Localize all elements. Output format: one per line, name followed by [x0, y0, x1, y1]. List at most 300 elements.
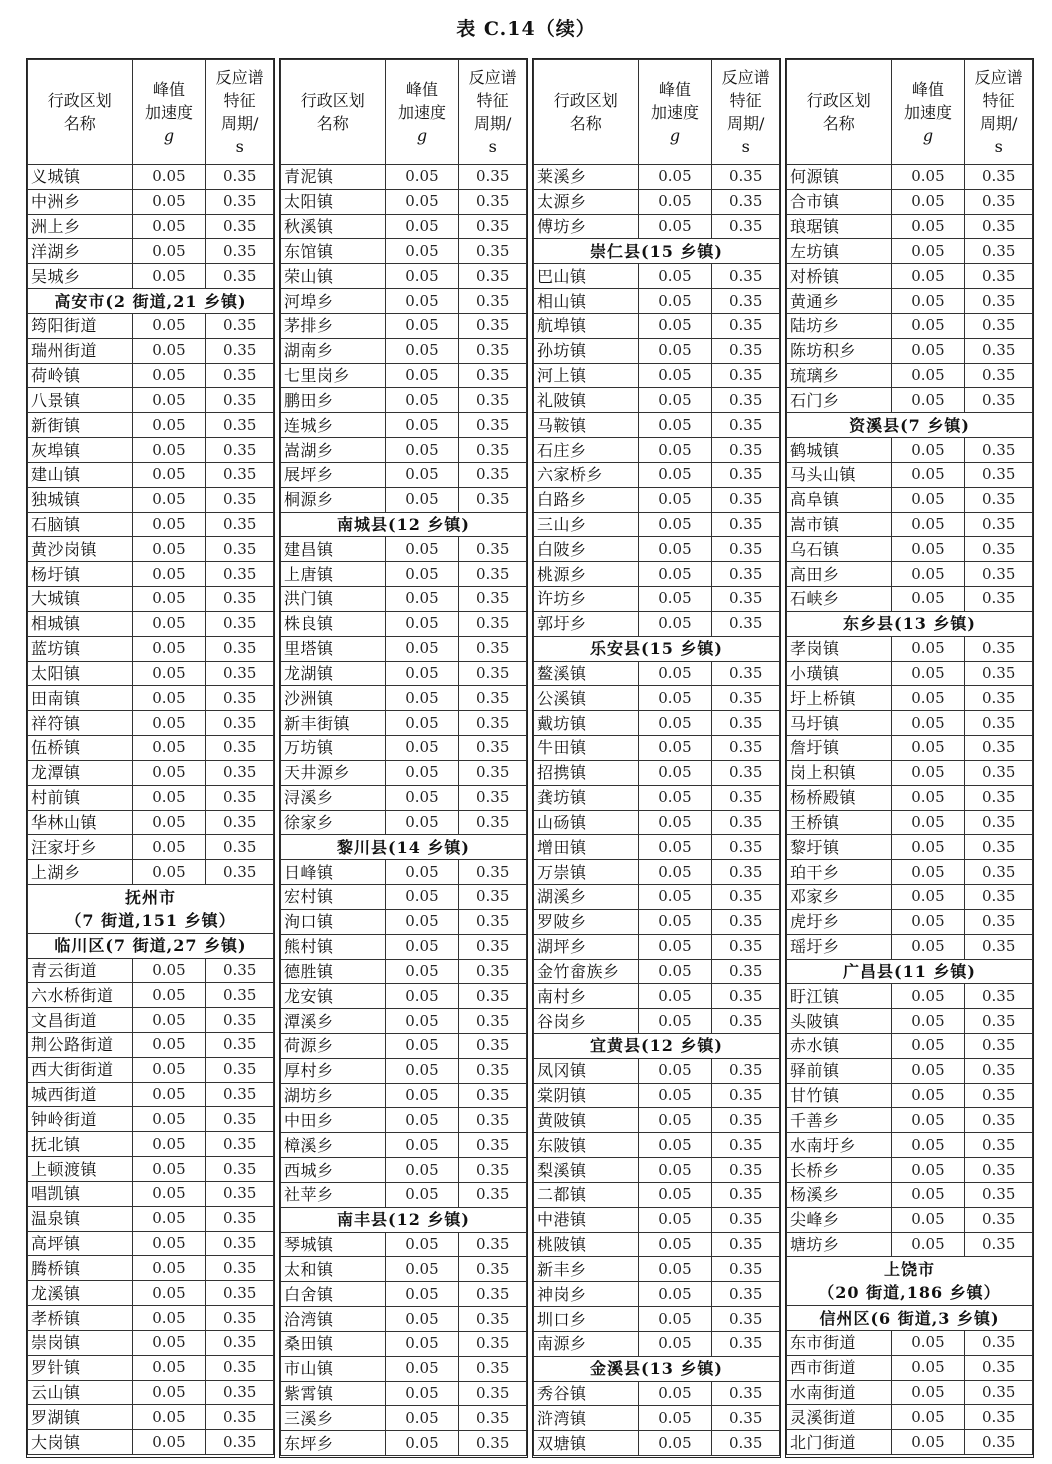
table-row [534, 313, 780, 338]
peak-acceleration-value: 0.05 [385, 1282, 459, 1307]
period-value: 0.35 [459, 1033, 527, 1058]
district-name: 小璜镇 [787, 661, 892, 686]
district-name: 增田镇 [534, 835, 639, 860]
table-row [787, 1405, 1033, 1430]
table-row [787, 1355, 1033, 1380]
group-heading [787, 1257, 1033, 1306]
peak-acceleration-value: 0.05 [385, 363, 459, 388]
table-row [534, 438, 780, 463]
district-name: 鹤城镇 [787, 438, 892, 463]
table-row [534, 1406, 780, 1431]
period-value: 0.35 [965, 1405, 1033, 1430]
peak-acceleration-value: 0.05 [385, 189, 459, 214]
district-name: 黎圩镇 [787, 835, 892, 860]
peak-acceleration-value: 0.05 [385, 885, 459, 910]
period-value: 0.35 [206, 785, 274, 810]
peak-acceleration-value: 0.05 [891, 1430, 965, 1455]
period-value: 0.35 [712, 264, 780, 289]
group-heading [787, 959, 1033, 984]
peak-acceleration-value: 0.05 [891, 165, 965, 190]
district-name: 荷岭镇 [28, 363, 133, 388]
table-row [534, 1207, 780, 1232]
peak-acceleration-value: 0.05 [385, 736, 459, 761]
table-column-2 [279, 58, 528, 1458]
district-name: 黄沙岗镇 [28, 537, 133, 562]
table-row [281, 1133, 527, 1158]
peak-acceleration-value: 0.05 [891, 686, 965, 711]
table-row [281, 487, 527, 512]
table-row [787, 860, 1033, 885]
group-heading-text: 乐安县(15 乡镇) [590, 639, 723, 659]
table-row [534, 1108, 780, 1133]
peak-acceleration-value: 0.05 [891, 1009, 965, 1034]
peak-acceleration-value: 0.05 [891, 661, 965, 686]
header-name [787, 60, 892, 165]
peak-acceleration-value: 0.05 [132, 587, 206, 612]
table-row [281, 165, 527, 190]
district-name: 建山镇 [28, 462, 133, 487]
header-text: 峰值 [911, 79, 944, 99]
period-value: 0.35 [459, 810, 527, 835]
district-name: 千善乡 [787, 1108, 892, 1133]
period-value: 0.35 [712, 885, 780, 910]
header-text: 行政区划 [47, 91, 112, 110]
header-name [28, 60, 133, 165]
table-column-3 [532, 58, 781, 1458]
header-text: 名称 [316, 114, 349, 133]
table-row [28, 1082, 274, 1107]
district-name: 龙溪镇 [28, 1281, 133, 1306]
table-row [28, 983, 274, 1008]
table-row [28, 611, 274, 636]
district-name: 嵩市镇 [787, 512, 892, 537]
table-row [787, 587, 1033, 612]
table-row [28, 313, 274, 338]
district-name: 新丰街镇 [281, 711, 386, 736]
period-value: 0.35 [459, 1232, 527, 1257]
period-value: 0.35 [206, 1107, 274, 1132]
table-row [281, 1009, 527, 1034]
table-row [534, 214, 780, 239]
peak-acceleration-value: 0.05 [132, 363, 206, 388]
table-row [28, 661, 274, 686]
peak-acceleration-value: 0.05 [638, 835, 712, 860]
district-name: 潭溪乡 [281, 1009, 386, 1034]
table-row [281, 686, 527, 711]
table-row [787, 264, 1033, 289]
period-value: 0.35 [206, 1355, 274, 1380]
peak-acceleration-value: 0.05 [638, 289, 712, 314]
header-text: 峰值 [658, 79, 691, 99]
period-value: 0.35 [459, 1356, 527, 1381]
district-name: 琴城镇 [281, 1232, 386, 1257]
period-value: 0.35 [459, 1182, 527, 1207]
table-row [281, 909, 527, 934]
table-row [28, 537, 274, 562]
district-name: 湖坪乡 [534, 934, 639, 959]
period-value: 0.35 [459, 860, 527, 885]
period-value: 0.35 [712, 1331, 780, 1356]
period-value: 0.35 [459, 289, 527, 314]
district-name: 神岗乡 [534, 1282, 639, 1307]
peak-acceleration-value: 0.05 [385, 1257, 459, 1282]
period-value: 0.35 [206, 1306, 274, 1331]
period-value: 0.35 [206, 958, 274, 983]
district-name: 招携镇 [534, 760, 639, 785]
peak-acceleration-value: 0.05 [132, 1405, 206, 1430]
peak-acceleration-value: 0.05 [385, 562, 459, 587]
period-value: 0.35 [459, 537, 527, 562]
district-name: 太源乡 [534, 189, 639, 214]
table-row [28, 1405, 274, 1430]
table-row [787, 462, 1033, 487]
table-row [534, 909, 780, 934]
period-value: 0.35 [712, 1133, 780, 1158]
district-name: 中洲乡 [28, 189, 133, 214]
table-row [787, 760, 1033, 785]
table-row [787, 1058, 1033, 1083]
district-name: 长桥乡 [787, 1158, 892, 1183]
district-name: 钟岭街道 [28, 1107, 133, 1132]
table-row [281, 810, 527, 835]
district-name: 合市镇 [787, 189, 892, 214]
table-row [28, 1107, 274, 1132]
district-name: 杨圩镇 [28, 562, 133, 587]
table-row [534, 487, 780, 512]
peak-acceleration-value: 0.05 [891, 636, 965, 661]
peak-acceleration-value: 0.05 [891, 1380, 965, 1405]
table-row [28, 1231, 274, 1256]
header-period [206, 60, 274, 165]
period-value: 0.35 [965, 562, 1033, 587]
peak-acceleration-value: 0.05 [132, 1057, 206, 1082]
header-text: 反应谱 [721, 68, 770, 87]
district-name: 珀干乡 [787, 860, 892, 885]
period-value: 0.35 [206, 189, 274, 214]
table-row [281, 189, 527, 214]
table-row [534, 1133, 780, 1158]
district-name: 桐源乡 [281, 487, 386, 512]
peak-acceleration-value: 0.05 [132, 1380, 206, 1405]
peak-acceleration-value: 0.05 [638, 165, 712, 190]
period-value: 0.35 [206, 239, 274, 264]
peak-acceleration-value: 0.05 [638, 1009, 712, 1034]
district-name: 龙安镇 [281, 984, 386, 1009]
district-name: 腾桥镇 [28, 1256, 133, 1281]
district-name: 东市街道 [787, 1330, 892, 1355]
peak-acceleration-value: 0.05 [132, 338, 206, 363]
peak-acceleration-value: 0.05 [385, 860, 459, 885]
district-name: 东坪乡 [281, 1431, 386, 1456]
table-row [28, 1057, 274, 1082]
period-value: 0.35 [459, 636, 527, 661]
district-name: 鹏田乡 [281, 388, 386, 413]
period-value: 0.35 [965, 636, 1033, 661]
peak-acceleration-value: 0.05 [385, 214, 459, 239]
peak-acceleration-value: 0.05 [385, 1058, 459, 1083]
peak-acceleration-value: 0.05 [891, 835, 965, 860]
table-row [281, 462, 527, 487]
peak-acceleration-value: 0.05 [132, 1231, 206, 1256]
peak-acceleration-value: 0.05 [891, 239, 965, 264]
peak-acceleration-value: 0.05 [385, 165, 459, 190]
table-row [281, 438, 527, 463]
period-value: 0.35 [712, 413, 780, 438]
group-heading [534, 1033, 780, 1058]
table-row [28, 1032, 274, 1057]
period-value: 0.35 [965, 1330, 1033, 1355]
table-container [26, 58, 1034, 1458]
peak-acceleration-value: 0.05 [385, 537, 459, 562]
district-name: 嵩湖乡 [281, 438, 386, 463]
peak-acceleration-value: 0.05 [385, 239, 459, 264]
period-value: 0.35 [206, 1132, 274, 1157]
peak-acceleration-value: 0.05 [132, 1107, 206, 1132]
period-value: 0.35 [712, 363, 780, 388]
period-value: 0.35 [459, 1108, 527, 1133]
district-name: 石门乡 [787, 388, 892, 413]
peak-acceleration-value: 0.05 [132, 537, 206, 562]
group-heading-subtext: （20 街道,186 乡镇） [818, 1283, 1001, 1303]
district-name: 黄通乡 [787, 289, 892, 314]
period-value: 0.35 [206, 537, 274, 562]
district-name: 灰埠镇 [28, 438, 133, 463]
table-row [281, 711, 527, 736]
period-value: 0.35 [712, 785, 780, 810]
period-value: 0.35 [459, 959, 527, 984]
header-peak-acceleration [891, 60, 965, 165]
period-value: 0.35 [965, 1182, 1033, 1207]
district-name: 义城镇 [28, 165, 133, 190]
district-name: 圳口乡 [534, 1307, 639, 1332]
header-text: 加速度 [903, 102, 952, 122]
period-value: 0.35 [712, 661, 780, 686]
period-value: 0.35 [712, 1009, 780, 1034]
district-name: 青云街道 [28, 958, 133, 983]
table-row [281, 934, 527, 959]
group-heading-text: 南丰县(12 乡镇) [337, 1210, 470, 1230]
period-value: 0.35 [459, 611, 527, 636]
district-name: 乌石镇 [787, 537, 892, 562]
group-heading-text: 上饶市 [883, 1260, 935, 1280]
district-name: 瑞州街道 [28, 338, 133, 363]
peak-acceleration-value: 0.05 [638, 1182, 712, 1207]
table-row [534, 661, 780, 686]
period-value: 0.35 [965, 1108, 1033, 1133]
peak-acceleration-value: 0.05 [891, 189, 965, 214]
district-name: 洵口镇 [281, 909, 386, 934]
district-name: 虎圩乡 [787, 909, 892, 934]
table-row [28, 810, 274, 835]
table-row [534, 388, 780, 413]
period-value: 0.35 [965, 860, 1033, 885]
peak-acceleration-value: 0.05 [385, 413, 459, 438]
table-title: 表 C.14（续） [456, 18, 596, 40]
table-row [28, 438, 274, 463]
table-row [281, 636, 527, 661]
period-value: 0.35 [712, 214, 780, 239]
period-value: 0.35 [206, 810, 274, 835]
district-name: 太阳镇 [28, 661, 133, 686]
peak-acceleration-value: 0.05 [385, 711, 459, 736]
table-row [28, 1281, 274, 1306]
data-table [786, 59, 1033, 1455]
district-name: 高坪镇 [28, 1231, 133, 1256]
header-text: 峰值 [405, 79, 438, 99]
period-value: 0.35 [965, 1009, 1033, 1034]
peak-acceleration-value: 0.05 [891, 1355, 965, 1380]
district-name: 新丰乡 [534, 1257, 639, 1282]
peak-acceleration-value: 0.05 [132, 1032, 206, 1057]
period-value: 0.35 [206, 860, 274, 885]
table-row [787, 363, 1033, 388]
period-value: 0.35 [206, 264, 274, 289]
peak-acceleration-value: 0.05 [132, 860, 206, 885]
district-name: 马头山镇 [787, 462, 892, 487]
header-text: g [669, 125, 681, 145]
period-value: 0.35 [459, 462, 527, 487]
peak-acceleration-value: 0.05 [132, 413, 206, 438]
period-value: 0.35 [712, 686, 780, 711]
district-name: 大城镇 [28, 587, 133, 612]
table-row [28, 760, 274, 785]
peak-acceleration-value: 0.05 [891, 1405, 965, 1430]
header-text: 行政区划 [806, 91, 871, 110]
table-row [281, 760, 527, 785]
period-value: 0.35 [206, 313, 274, 338]
table-row [28, 1355, 274, 1380]
peak-acceleration-value: 0.05 [385, 264, 459, 289]
district-name: 茅排乡 [281, 313, 386, 338]
peak-acceleration-value: 0.05 [891, 214, 965, 239]
group-row [787, 611, 1033, 636]
table-row [28, 363, 274, 388]
table-header [534, 60, 780, 165]
peak-acceleration-value: 0.05 [638, 1207, 712, 1232]
peak-acceleration-value: 0.05 [891, 1182, 965, 1207]
header-text: 名称 [822, 114, 855, 133]
peak-acceleration-value: 0.05 [385, 1083, 459, 1108]
table-row [28, 462, 274, 487]
table-row [28, 1008, 274, 1033]
district-name: 杨溪乡 [787, 1182, 892, 1207]
peak-acceleration-value: 0.05 [385, 1431, 459, 1456]
period-value: 0.35 [712, 562, 780, 587]
table-row [281, 785, 527, 810]
district-name: 石庄乡 [534, 438, 639, 463]
district-name: 新街镇 [28, 413, 133, 438]
district-name: 秋溪镇 [281, 214, 386, 239]
district-name: 筠阳街道 [28, 313, 133, 338]
period-value: 0.35 [206, 1380, 274, 1405]
table-row [534, 289, 780, 314]
period-value: 0.35 [459, 313, 527, 338]
group-heading-text: 金溪县(13 乡镇) [590, 1359, 723, 1379]
peak-acceleration-value: 0.05 [638, 214, 712, 239]
period-value: 0.35 [459, 1133, 527, 1158]
period-value: 0.35 [459, 363, 527, 388]
table-row [787, 1232, 1033, 1257]
district-name: 抚北镇 [28, 1132, 133, 1157]
table-row [787, 636, 1033, 661]
header-peak-acceleration [132, 60, 206, 165]
group-row [534, 1356, 780, 1381]
period-value: 0.35 [459, 711, 527, 736]
group-heading-text: 资溪县(7 乡镇) [849, 415, 970, 435]
period-value: 0.35 [712, 462, 780, 487]
peak-acceleration-value: 0.05 [891, 1330, 965, 1355]
district-name: 许坊乡 [534, 587, 639, 612]
peak-acceleration-value: 0.05 [638, 487, 712, 512]
peak-acceleration-value: 0.05 [385, 661, 459, 686]
period-value: 0.35 [712, 1381, 780, 1406]
period-value: 0.35 [712, 611, 780, 636]
district-name: 詹圩镇 [787, 736, 892, 761]
period-value: 0.35 [459, 264, 527, 289]
district-name: 田南镇 [28, 686, 133, 711]
header-peak-acceleration [385, 60, 459, 165]
table-header [281, 60, 527, 165]
table-row [787, 1207, 1033, 1232]
peak-acceleration-value: 0.05 [638, 959, 712, 984]
period-value: 0.35 [459, 1431, 527, 1456]
district-name: 郭圩乡 [534, 611, 639, 636]
district-name: 圩上桥镇 [787, 686, 892, 711]
header-name [281, 60, 386, 165]
table-row [787, 1158, 1033, 1183]
period-value: 0.35 [459, 239, 527, 264]
group-row [787, 959, 1033, 984]
peak-acceleration-value: 0.05 [638, 909, 712, 934]
period-value: 0.35 [206, 1008, 274, 1033]
table-row [281, 1257, 527, 1282]
table-row [787, 438, 1033, 463]
peak-acceleration-value: 0.05 [132, 1430, 206, 1455]
peak-acceleration-value: 0.05 [385, 686, 459, 711]
period-value: 0.35 [712, 512, 780, 537]
table-header [28, 60, 274, 165]
peak-acceleration-value: 0.05 [891, 711, 965, 736]
period-value: 0.35 [206, 1231, 274, 1256]
header-period [712, 60, 780, 165]
period-value: 0.35 [206, 487, 274, 512]
group-row [28, 885, 274, 934]
peak-acceleration-value: 0.05 [638, 686, 712, 711]
period-value: 0.35 [712, 711, 780, 736]
peak-acceleration-value: 0.05 [385, 388, 459, 413]
table-row [28, 413, 274, 438]
district-name: 荷源乡 [281, 1033, 386, 1058]
table-row [534, 165, 780, 190]
peak-acceleration-value: 0.05 [385, 785, 459, 810]
table-row [787, 338, 1033, 363]
period-value: 0.35 [965, 289, 1033, 314]
table-row [534, 885, 780, 910]
group-heading [787, 611, 1033, 636]
period-value: 0.35 [712, 1431, 780, 1456]
period-value: 0.35 [965, 760, 1033, 785]
table-row [281, 1158, 527, 1183]
period-value: 0.35 [712, 338, 780, 363]
period-value: 0.35 [459, 487, 527, 512]
district-name: 凤冈镇 [534, 1058, 639, 1083]
table-row [787, 885, 1033, 910]
district-name: 塘坊乡 [787, 1232, 892, 1257]
peak-acceleration-value: 0.05 [132, 835, 206, 860]
district-name: 湖溪乡 [534, 885, 639, 910]
district-name: 罗针镇 [28, 1355, 133, 1380]
period-value: 0.35 [712, 835, 780, 860]
